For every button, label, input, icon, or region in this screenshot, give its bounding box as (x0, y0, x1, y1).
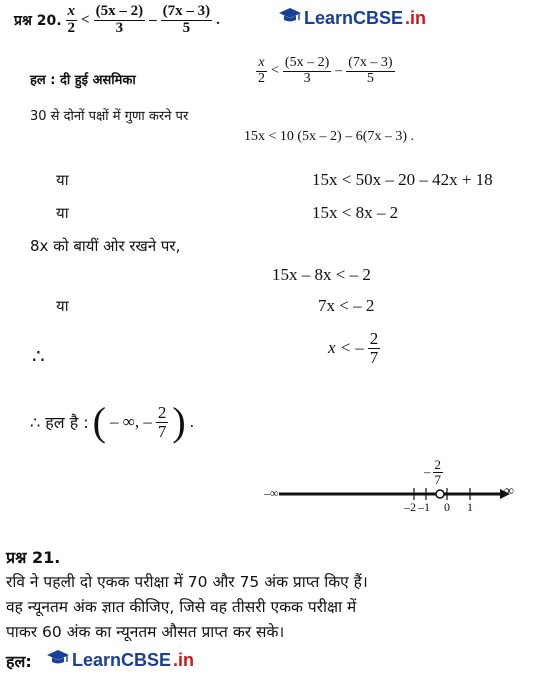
move-instruction: 8x को बायीं ओर रखने पर, (30, 237, 181, 255)
number-line (264, 484, 526, 520)
logo-tld-text: .in (173, 650, 195, 670)
step-line-3: 15x < 8x – 2 (312, 203, 399, 222)
question-20-header: प्रश्न 20. $\frac{x}{2}$ < $\frac{(5x - 2)}{3}$ – $\frac{(7x - 3)}{5}$ . (14, 3, 220, 36)
number-line-right-label: ∞ (504, 484, 514, 499)
logo-brand-text: LearnCBSE (304, 8, 404, 28)
step-line-2: 15x < 50x – 20 – 42x + 18 (312, 170, 493, 189)
final-result: x < – $\frac{2}{7}$ (328, 329, 379, 367)
step-line-5: 7x < – 2 (318, 296, 375, 315)
question-21-line: रवि ने पहली दो एकक परीक्षा में 70 और 75 अंक प्राप्त किए हैं। (6, 573, 368, 591)
tick-label: 0 (444, 500, 450, 514)
step-line-1: 15x < 10 (5x – 2) – 6(7x – 3) . (244, 129, 415, 144)
logo-brand-text: LearnCBSE (72, 650, 172, 670)
tick-label: –2 (404, 500, 416, 514)
fraction-7x-3-over-5: $\frac{(7x - 3)}{5}$ (162, 3, 211, 36)
fraction-5x-2-over-3: $\frac{(5x - 2)}{3}$ (95, 3, 144, 36)
tick-label: 1 (467, 500, 473, 514)
solution-answer: ∴ हल है : ( – ∞, – $\frac{2}{7}$ ) . (30, 399, 194, 444)
question-21-label: प्रश्न 21. (6, 548, 61, 567)
step-line-4: 15x – 8x < – 2 (272, 265, 371, 284)
graduation-cap-icon (278, 6, 302, 31)
learncbse-logo[interactable] (278, 6, 426, 31)
number-line-tick-labels (404, 500, 484, 516)
number-line-marker-label: – $\frac{2}{7}$ (424, 457, 441, 487)
ya-label-3: या (56, 297, 69, 315)
number-line-left-label: –∞ (264, 486, 279, 500)
question-20-label: प्रश्न 20. (14, 12, 62, 29)
learncbse-logo-bottom[interactable] (46, 648, 194, 673)
tick-label: –1 (418, 500, 430, 514)
question-21-line: पाकर 60 अंक का न्यूनतम औसत प्राप्त कर सके। (6, 623, 285, 641)
therefore-symbol: ∴ (32, 346, 45, 368)
fraction-x-over-2: $\frac{x}{2}$ (67, 3, 76, 36)
graduation-cap-icon (46, 648, 70, 673)
question-21-solution-label: हल: (6, 652, 32, 671)
given-inequality: $\frac{x}{2}$ < $\frac{(5x - 2)}{3}$ – $\frac{(7x - 3)}{5}$ (258, 55, 393, 86)
solution-heading: हल : दी हुई असमिका (30, 73, 136, 88)
question-21-text (6, 570, 368, 645)
question-21-line: वह न्यूनतम अंक ज्ञात कीजिए, जिसे वह तीसरी एकक परीक्षा में (6, 598, 357, 616)
number-line-graphic (264, 484, 526, 520)
multiply-instruction: 30 से दोनों पक्षों में गुणा करने पर (30, 109, 189, 124)
ya-label-2: या (56, 204, 69, 222)
logo-tld-text: .in (405, 8, 427, 28)
ya-label-1: या (56, 171, 69, 189)
